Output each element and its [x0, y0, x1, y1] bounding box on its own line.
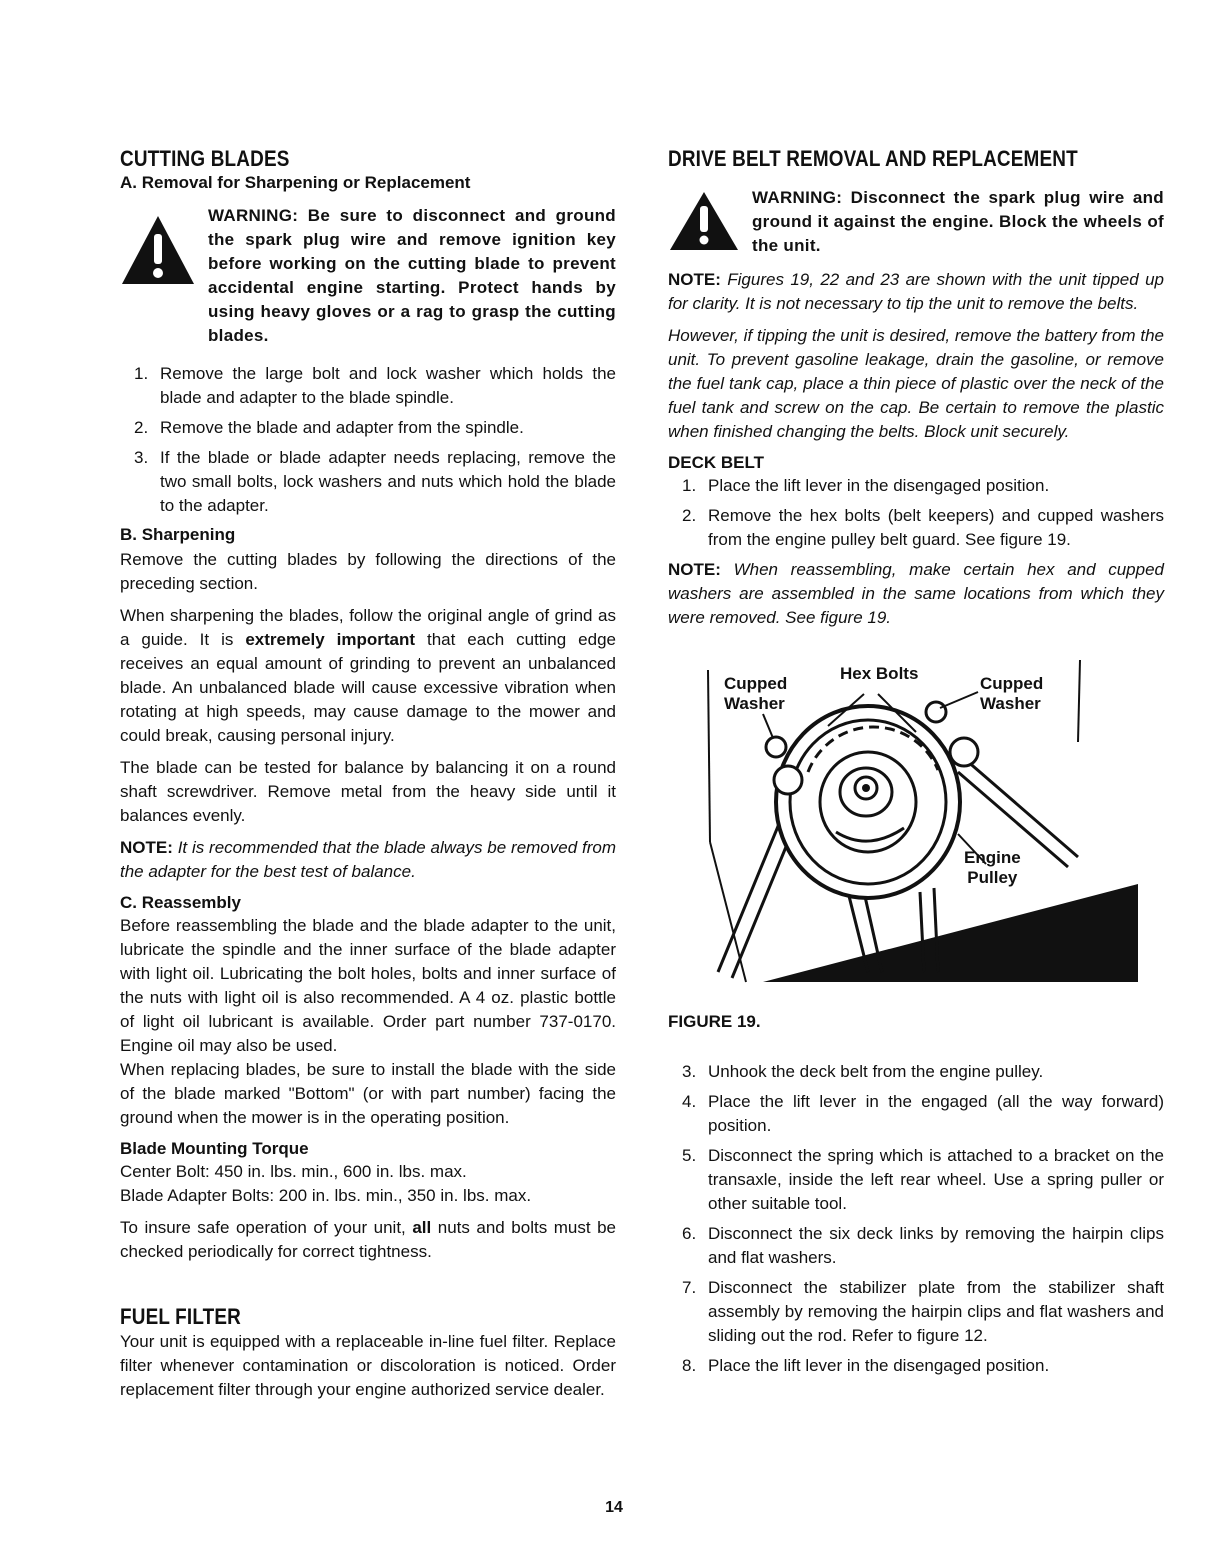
sharpening-paragraph-3: The blade can be tested for balance by balancing it on a round shaft screwdriver. Remove metal from the heavy side until it balances evenly. — [120, 758, 616, 825]
left-column — [120, 146, 616, 1410]
tip-note: NOTE: Figures 19, 22 and 23 are shown with the unit tipped up for clarity. It is not necessary to tip the unit to remove the belts. — [668, 270, 1164, 313]
sharpening-subheading: B. Sharpening — [120, 525, 236, 544]
removal-subheading: A. Removal for Sharpening or Replacement — [120, 173, 471, 192]
list-item: 5. Disconnect the spring which is attached to a bracket on the transaxle, inside the left rear wheel. Use a spring puller or other suitable tool. — [682, 1146, 1164, 1213]
figure-19-caption: FIGURE 19. — [668, 1012, 761, 1031]
reassembly-subheading: C. Reassembly — [120, 893, 241, 912]
fuel-filter-heading: FUEL FILTER — [120, 1304, 242, 1329]
list-item: 7. Disconnect the stabilizer plate from the stabilizer shaft assembly by removing the hairpin clips and flat washers and sliding out the rod. Refer to figure 12. — [682, 1278, 1164, 1345]
list-item: 4. Place the lift lever in the engaged (all the way forward) position. — [682, 1092, 1164, 1135]
fuel-filter-paragraph: Your unit is equipped with a replaceable in-line fuel filter. Replace filter whenever contamination or discoloration is noticed. Order replacement filter through your engine authorized service dealer. — [120, 1332, 616, 1399]
list-item: 3. Unhook the deck belt from the engine pulley. — [682, 1062, 1044, 1081]
cutting-blades-heading: CUTTING BLADES — [120, 146, 290, 171]
list-item: 2. Remove the blade and adapter from the spindle. — [134, 418, 524, 437]
reassembly-paragraph-1: Before reassembling the blade and the blade adapter to the unit, lubricate the spindle and the inner surface of the blade adapter with light oil. Lubricating the bolt holes, bolts and inner surface of the nuts with light oil is also recommended. A 4 oz. plastic bottle of light oil lubricant is available. Order part number 737-0170. Engine oil may also be used. — [120, 916, 616, 1055]
deck-steps-list-b — [668, 1060, 1164, 1378]
label-cupped-washer-left: Cupped Washer — [724, 674, 788, 713]
tipping-paragraph: However, if tipping the unit is desired, remove the battery from the unit. To prevent gasoline leakage, drain the gasoline, or remove the fuel tank cap, place a thin piece of plastic over the neck of the fuel tank and screw on the cap. Be certain to remove the plastic when finished changing the belts. Block unit securely. — [668, 326, 1164, 441]
warning-text-drive-belt: WARNING: Disconnect the spark plug wire and ground it against the engine. Block the wheels of the unit. — [752, 188, 1164, 255]
figure-19-illustration — [668, 652, 1164, 1002]
list-item: 1. Remove the large bolt and lock washer which holds the blade and adapter to the blade spindle. — [134, 364, 616, 407]
sharpening-paragraph-1: Remove the cutting blades by following the directions of the preceding section. — [120, 550, 616, 593]
page-number: 14 — [605, 1499, 623, 1516]
list-item: 8. Place the lift lever in the disengaged position. — [682, 1356, 1050, 1375]
list-item: 1. Place the lift lever in the disengaged position. — [682, 476, 1050, 495]
reassembly-note: NOTE: When reassembling, make certain hex and cupped washers are assembled in the same locations from which they were removed. See figure 19. — [668, 560, 1164, 627]
balance-note: NOTE: It is recommended that the blade always be removed from the adapter for the best test of balance. — [120, 838, 616, 881]
drive-belt-heading: DRIVE BELT REMOVAL AND REPLACEMENT — [668, 146, 1078, 171]
warning-block-drive-belt — [668, 186, 1164, 258]
reassembly-paragraph-2: When replacing blades, be sure to install the blade with the side of the blade marked "Bottom" (or with part number) facing the ground when the mower is in the operating position. — [120, 1060, 616, 1127]
warning-triangle-icon — [668, 190, 740, 252]
removal-steps-list — [120, 362, 616, 518]
warning-triangle-icon — [120, 214, 196, 286]
list-item: 2. Remove the hex bolts (belt keepers) and cupped washers from the engine pulley belt guard. See figure 19. — [682, 506, 1164, 549]
warning-block-cutting — [120, 204, 616, 348]
safe-operation-paragraph: To insure safe operation of your unit, all nuts and bolts must be checked periodically for correct tightness. — [120, 1218, 616, 1261]
torque-adapter-bolts: Blade Adapter Bolts: 200 in. lbs. min., 350 in. lbs. max. — [120, 1186, 532, 1205]
list-item: 3. If the blade or blade adapter needs replacing, remove the two small bolts, lock washers and nuts which hold the blade to the adapter. — [134, 448, 616, 515]
deck-steps-list-a — [668, 474, 1164, 552]
sharpening-paragraph-2: When sharpening the blades, follow the original angle of grind as a guide. It is extremely important that each cutting edge receives an equal amount of grinding to prevent an unbalanced blade. An unbalanced blade will cause excessive vibration when rotating at high speeds, may cause damage to the mower and could break, causing personal injury. — [120, 606, 616, 745]
torque-subheading: Blade Mounting Torque — [120, 1139, 309, 1158]
torque-center-bolt: Center Bolt: 450 in. lbs. min., 600 in. lbs. max. — [120, 1162, 467, 1181]
label-cupped-washer-right: Cupped Washer — [980, 674, 1044, 713]
warning-text-cutting: WARNING: Be sure to disconnect and ground the spark plug wire and remove ignition key before working on the cutting blade to prevent accidental engine starting. Protect hands by using heavy gloves or a rag to grasp the cutting blades. — [208, 206, 616, 345]
deck-belt-subheading: DECK BELT — [668, 453, 765, 472]
right-column — [668, 146, 1164, 1384]
label-engine-pulley: Engine Pulley — [964, 848, 1021, 887]
label-hex-bolts: Hex Bolts — [840, 664, 919, 683]
list-item: 6. Disconnect the six deck links by removing the hairpin clips and flat washers. — [682, 1224, 1164, 1267]
